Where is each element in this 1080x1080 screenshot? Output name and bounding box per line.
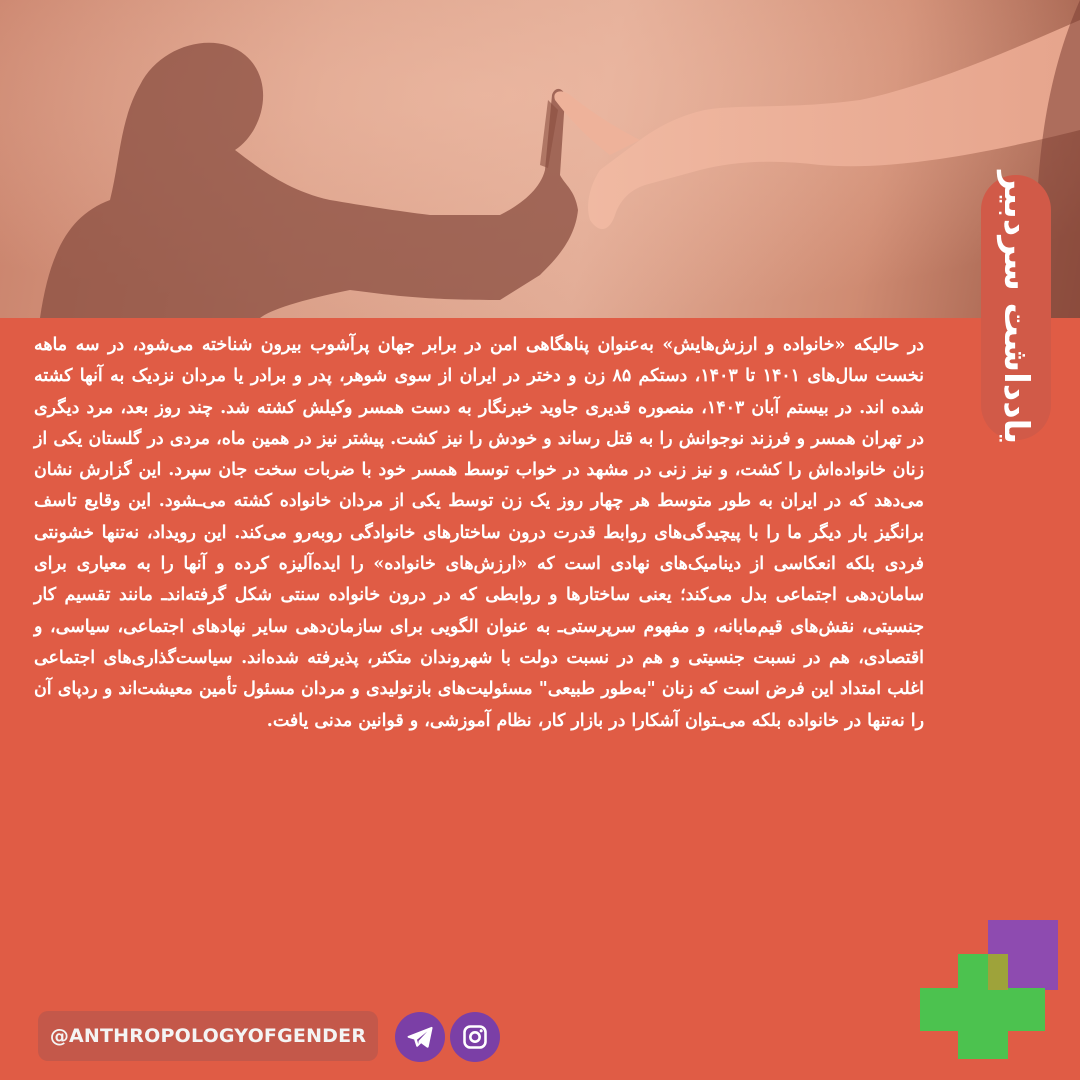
telegram-icon [405, 1022, 435, 1052]
instagram-icon [461, 1023, 489, 1051]
account-handle-text: @ANTHROPOLOGYOFGENDER [49, 1025, 367, 1047]
hero-image [0, 0, 1080, 318]
plus-decoration-icon [918, 918, 1060, 1060]
telegram-button[interactable] [395, 1012, 445, 1062]
account-handle[interactable] [38, 1011, 378, 1061]
article-body: در حالیکه «خانواده و ارزش‌هایش» به‌عنوان پناهگاهی امن در برابر جهان پرآشوب بیرون شناخته می‌شود، در سه ماهه نخست سال‌های ۱۴۰۱ تا ۱۴۰۳، دستکم ۸۵ زن و دختر در ایران از سوی شوهر، پدر و برادر یا مردان نزدیک به آنها کشته شده اند. در بیستم آبان ۱۴۰۳، منصوره قدیری جاوید خبرنگار به دست همسر وکیلش کشته شد. چند روز بعد، مرد دیگری در تهران همسر و فرزند نوجوانش را به قتل رساند و خودش را نیز کشت. پیشتر نیز در همین ماه، مردی در گلستان یکی از زنان خانواده‌اش را کشت، و نیز زنی در مشهد در خواب توسط همسر خود با ضربات سخت جان سپرد. این گزارش نشان می‌دهد که در ایران به طور متوسط هر چهار روز یک زن توسط یکی از مردان خانواده کشته می‌ـشود. این وقایع تاسف برانگیز بار دیگر ما را با پیچیدگی‌های روابط قدرت درون ساختارهای خانوادگی روبه‌رو می‌کند. این رویداد، نه‌تنها خشونتی فردی بلکه انعکاسی از دینامیک‌های نهادی است که «ارزش‌های خانواده» را ایده‌آلیزه کرده و آنها را به معیاری برای سامان‌دهی اجتماعی بدل می‌کند؛ یعنی ساختارها و روابطی که در درون خانواده سنتی شکل گرفته‌اند‌ـ مانند تقسیم کار جنسیتی، نقش‌های قیم‌مابانه، و مفهوم سرپرستی‌ـ به عنوان الگویی برای سازمان‌دهی سایر نهادهای اجتماعی، سیاسی، و اقتصادی، هم در نسبت جنسیتی و هم در نسبت دولت با شهروندان متکثر، پذیرفته شده‌اند. سیاست‌گذاری‌های اجتماعی اغلب امتداد این فرض است که زنان "به‌طور طبیعی" مسئولیت‌های بازتولیدی و مردان مسئول تأمین معیشت‌اند و ردپای آن را نه‌تنها در خانواده بلکه می‌ـتوان آشکارا در بازار کار، نظام آموزشی، و قوانین مدنی یافت. [34, 335, 924, 731]
editor-note-label-text: یادداشت سردبیر [996, 170, 1036, 445]
instagram-button[interactable] [450, 1012, 500, 1062]
editor-note-label [981, 170, 1051, 445]
hand-shadow-illustration [0, 0, 1080, 318]
